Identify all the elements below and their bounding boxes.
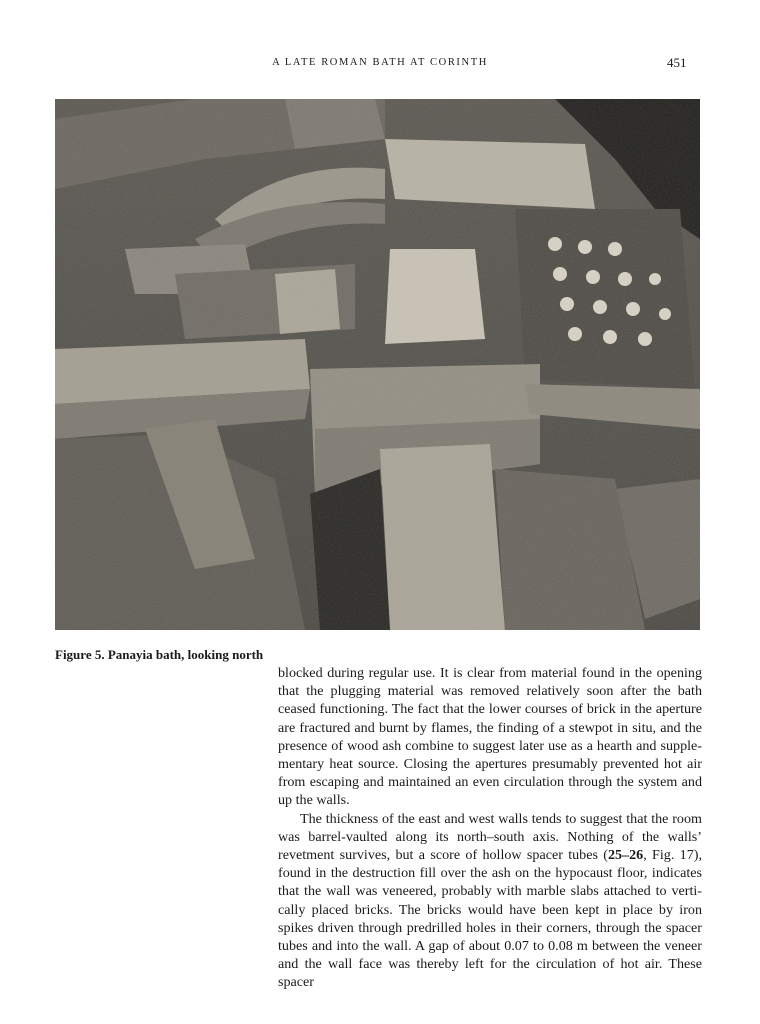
text-span: The thickness of the east and west walls tends to suggest that the room was barrel-vaulted along its north–south axis. Nothing of the walls’ revetment survives, but a score of hollow spacer tubes ( xyxy=(278,810,702,864)
running-head: A LATE ROMAN BATH AT CORINTH xyxy=(272,57,488,68)
paragraph xyxy=(278,810,702,992)
excavation-photo xyxy=(55,99,700,630)
text-span: , Fig. 17), found in the destruction fill over the ash on the hypocaust floor, indicates that the wall was veneered, probably with marble slabs attached to vertically placed bricks. The bricks would have been kept in place by iron spikes driven through predrilled holes in their corners, through the spacer tubes and into the wall. A gap of about 0.07 to 0.08 m between the veneer and the wall face was thereby left for the circulation of hot air. These spacer xyxy=(278,847,702,991)
figure-caption: Figure 5. Panayia bath, looking north xyxy=(55,647,264,662)
catalog-reference: 25–26 xyxy=(607,847,644,864)
paragraph: blocked during regular use. It is clear from material found in the opening that the plugging material was removed relatively soon after the bath ceased functioning. The fact that the lower courses of brick in the aperture are fractured and burnt by flames, the finding of a stewpot in situ, and the presence of wood ash combine to suggest later use as a hearth and supplementary heat source. Closing the apertures presumably prevented hot air from escaping and maintained an even circulation through the system and up the walls. xyxy=(278,665,702,809)
body-text xyxy=(278,664,702,992)
page-number: 451 xyxy=(667,55,687,70)
